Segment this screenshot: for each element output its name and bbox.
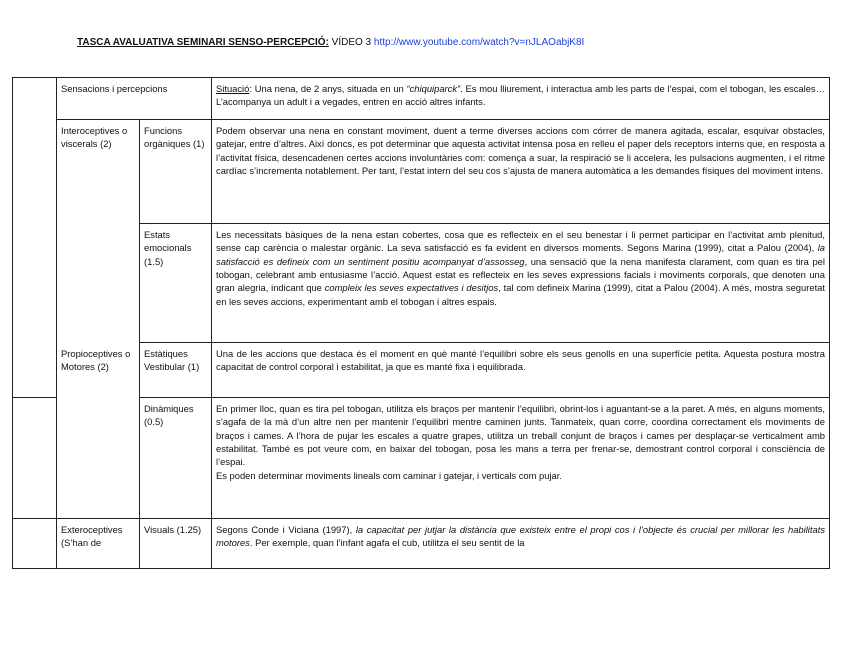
document-title: TASCA AVALUATIVA SEMINARI SENSO-PERCEPCIÓ:: [77, 37, 329, 48]
category-exteroceptives: Exteroceptives (S’han de: [57, 519, 140, 569]
funcions-text: Podem observar una nena en constant moviment, duent a terme diverses accions com córrer de manera agitada, escalar, esquivar obstacles, gatejar, entre d’altres. Així doncs, es pot determinar que aquesta activitat intensa posa en relleu el paper dels receptors interns que, en resposta a l’activitat física, desencadenen certes accions involuntàries com: comença a suar, la respiració se li accelera, les pulsacions augmenten, i el ritme cardíac s’incrementa notablement. Per tant, l’estat intern del seu cos s’ajusta de manera automàtica a les demandes físiques del moviment intens.: [212, 120, 830, 224]
situacio-cell: Situació: Una nena, de 2 anys, situada en un “chiquiparck”. Es mou lliurement, i interactua amb les parts de l’espai, com el tobogan, les escales… L’acompanya un adult i a vegades, entren en acció altres infants.: [212, 78, 830, 120]
category-propioceptives: Propioceptives o Motores (2): [57, 343, 140, 519]
empty-left-cell: [13, 519, 57, 569]
table-row: [13, 120, 830, 224]
subcategory-estatiques: Estàtiques Vestibular (1): [140, 343, 212, 398]
empty-left-cell: [13, 343, 57, 398]
situacio-label: Situació: [216, 83, 250, 94]
video-link[interactable]: http://www.youtube.com/watch?v=nJLAOabjK8I: [373, 37, 585, 48]
visuals-text: Segons Conde i Viciana (1997), la capacitat per jutjar la distància que existeix entre el propi cos i l’objecte és crucial per millorar les habilitats motores. Per exemple, quan l’infant agafa el cub, utilitza el seu sentit de la: [212, 519, 830, 569]
subcategory-dinamiques: Dinàmiques (0.5): [140, 398, 212, 519]
category-interoceptives: Interoceptives o viscerals (2): [57, 120, 140, 343]
row-label-sensacions: Sensacions i percepcions: [57, 78, 212, 120]
evaluation-table: [12, 77, 830, 569]
subcategory-estats: Estats emocionals (1.5): [140, 224, 212, 343]
subcategory-visuals: Visuals (1.25): [140, 519, 212, 569]
estats-text: Les necessitats bàsiques de la nena estan cobertes, cosa que es reflecteix en el seu benestar i li permet participar en l’activitat amb plenitud, sense cap carència o malestar orgànic. La seva satisfacció es fa evident en diversos moments. Segons Marina (1999), citat a Palou (2004), la satisfacció es defineix com un sentiment positiu acompanyat d’assosseg, una sensació que la nena manifesta clarament, com quan es tira pel tobogan, celebrant amb entusiasme l’acció. Aquest estat es reflecteix en les seves expressions facials i moviments corporals, que denoten una gran alegria, indicant que compleix les seves expectatives i desitjos, tal com defineix Marina (1999), citat a Palou (2004). A més, mostra seguretat en les seves accions, experimentant amb el tobogan i altres espais.: [212, 224, 830, 343]
table-row: [13, 343, 830, 398]
table-row: [13, 519, 830, 569]
subcategory-funcions: Funcions orgàniques (1): [140, 120, 212, 224]
table-row: [13, 78, 830, 120]
empty-left-cell: [13, 78, 57, 343]
dinamiques-text: En primer lloc, quan es tira pel tobogan, utilitza els braços per mantenir l’equilibri, obrint-los i aguantant-se a la paret. A més, en alguns moments, s’agafa de la mà d’un altre nen per mantenir l’equilibri mentre caminen junts. Tanmateix, quan corre, coordina correctament els moviments de braços i cames. A l’hora de pujar les escales a quatre grapes, utilitza un treball conjunt de braços i cames per desplaçar-se verticalment amb estabilitat. També es pot veure com, en baixar del tobogan, posa les mans a terra per frenar-se, demostrant control corporal i consciència de l’espai. Es poden determinar moviments lineals com caminar i gatejar, i verticals com pujar.: [212, 398, 830, 519]
estatiques-text: Una de les accions que destaca és el moment en què manté l’equilibri sobre els seus genolls en una superfície petita. Aquesta postura mostra capacitat de control corporal i estabilitat, ja que es manté fixa i equilibrada.: [212, 343, 830, 398]
document-header: [77, 37, 584, 48]
video-label: VÍDEO 3: [331, 37, 372, 48]
empty-left-cell: [13, 398, 57, 519]
